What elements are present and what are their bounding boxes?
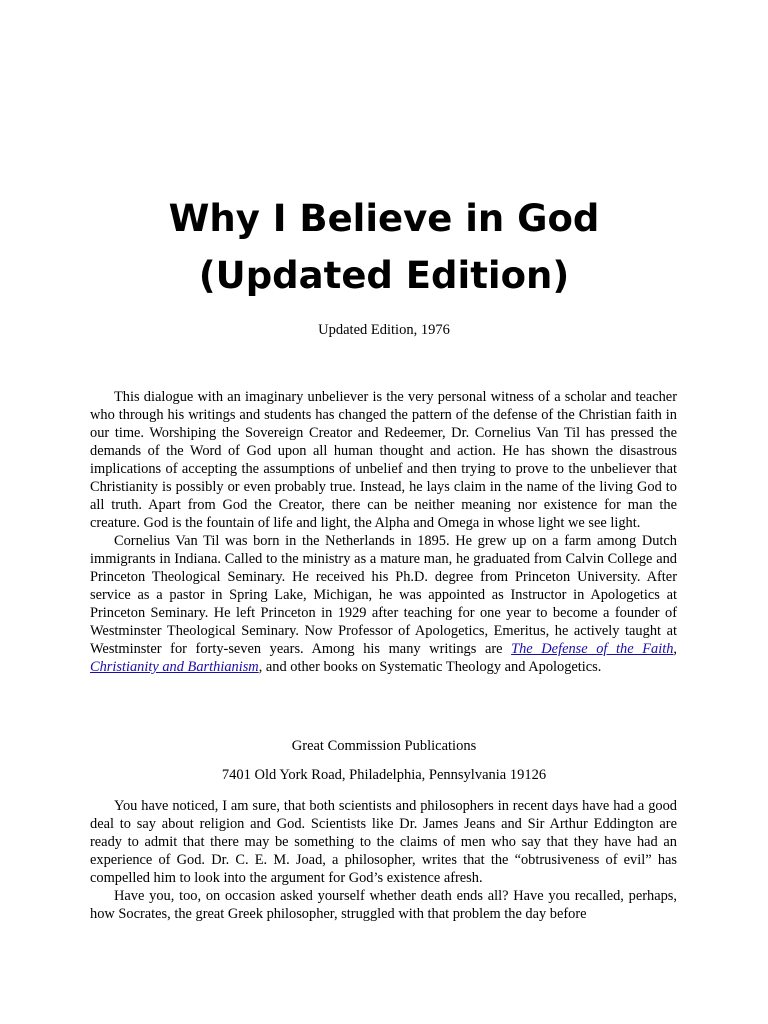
edition-line: Updated Edition, 1976 (318, 322, 450, 338)
document-title (0, 190, 768, 304)
book-link-christianity-and-barthianism[interactable]: Christianity and Barthianism (90, 659, 259, 675)
publisher-name: Great Commission Publications (291, 738, 477, 754)
book-link-defense-of-the-faith[interactable]: The Defense of the Faith (511, 641, 674, 657)
intro-paragraph-2 (90, 532, 677, 676)
intro-section (90, 388, 677, 676)
letter-paragraph-2: Have you, too, on occasion asked yourself whether death ends all? Have you recalled, perhaps, how Socrates, the great Greek philosopher, struggled with that problem the day before (90, 888, 677, 922)
letter-paragraph-1: You have noticed, I am sure, that both scientists and philosophers in recent days have had a good deal to say about religion and God. Scientists like Dr. James Jeans and Sir Arthur Eddington are ready to admit that there may be something to the claims of men who say that they have had an experience of God. Dr. C. E. M. Joad, a philosopher, writes that the “obtrusiveness of evil” has compelled him to look into the argument for God’s existence afresh. (90, 798, 677, 886)
intro-paragraph-2-end: , and other books on Systematic Theology and Apologetics. (258, 659, 602, 675)
letter-section (90, 797, 677, 923)
intro-paragraph-1: This dialogue with an imaginary unbeliever is the very personal witness of a scholar and teacher who through his writings and students has changed the pattern of the defense of the Christian faith in our time. Worshiping the Sovereign Creator and Redeemer, Dr. Cornelius Van Til has pressed the demands of the Word of God upon all human thought and action. He has shown the disastrous implications of accepting the assumptions of unbelief and then trying to prove to the unbeliever that Christianity is possibly or even probably true. Instead, he lays claim in the name of the living God to all truth. Apart from God the Creator, there can be neither meaning nor existence for man the creature. God is the fountain of life and light, the Alpha and Omega in whose light we see light. (90, 389, 677, 531)
title-line-2: (Updated Edition) (198, 254, 570, 297)
title-line-1: Why I Believe in God (168, 197, 600, 240)
link-separator: , (673, 641, 677, 657)
intro-paragraph-2-text: Cornelius Van Til was born in the Netherlands in 1895. He grew up on a farm among Dutch immigrants in Indiana. Called to the ministry as a mature man, he graduated from Calvin College and Princeton Theological Seminary. He received his Ph.D. degree from Princeton University. After service as a pastor in Spring Lake, Michigan, he was appointed as Instructor in Apologetics at Princeton Seminary. He left Princeton in 1929 after teaching for one year to become a founder of Westminster Theological Seminary. Now Professor of Apologetics, Emeritus, he actively taught at Westminster for forty-seven years. Among his many writings are (90, 533, 677, 657)
publisher-address: 7401 Old York Road, Philadelphia, Pennsylvania 19126 (221, 767, 547, 783)
